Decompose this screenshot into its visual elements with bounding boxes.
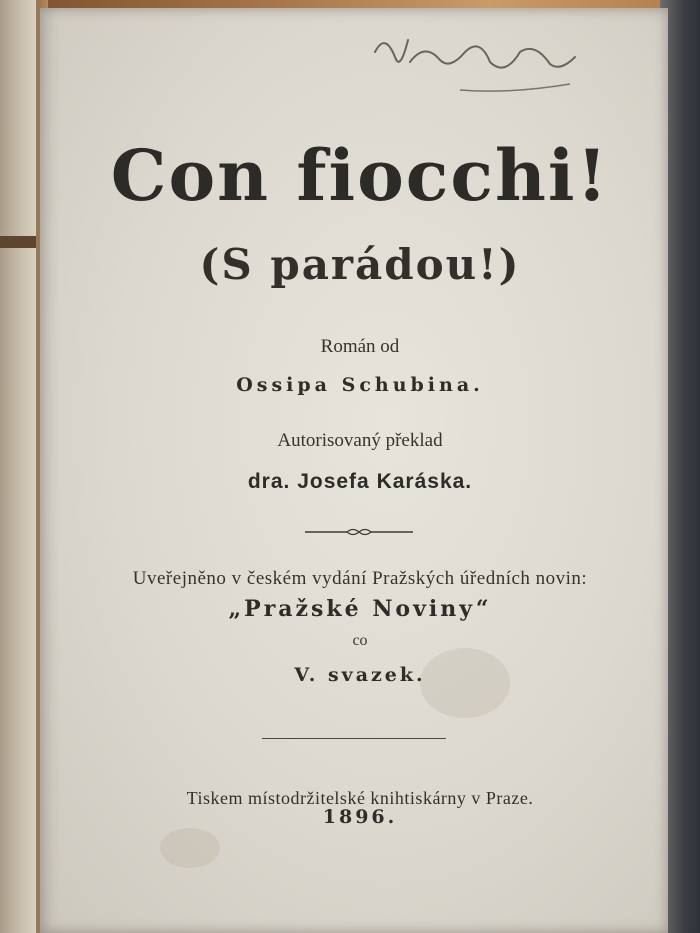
volume-label: V. svazek. bbox=[294, 664, 426, 686]
torn-binding bbox=[0, 236, 36, 248]
novel-by-label: Román od bbox=[320, 336, 400, 357]
newspaper-name: „Pražské Noviny“ bbox=[228, 596, 492, 622]
ornamental-divider bbox=[305, 527, 413, 537]
author-name: Ossipa Schubina. bbox=[236, 374, 484, 396]
handwritten-signature bbox=[370, 22, 600, 102]
translation-note: Autorisovaný překlad bbox=[277, 430, 443, 451]
previous-pages-edge bbox=[0, 0, 37, 933]
translator-name: dra. Josefa Karáska. bbox=[247, 470, 473, 493]
paper-stain bbox=[160, 828, 220, 868]
series-number: co bbox=[352, 632, 368, 649]
publication-year: 1896. bbox=[322, 806, 398, 828]
horizontal-rule bbox=[262, 738, 446, 739]
printer-line: Tiskem místodržitelské knihtiskárny v Praze. bbox=[186, 788, 534, 808]
book-subtitle: (S parádou!) bbox=[199, 240, 521, 289]
book-title: Con fiocchi! bbox=[110, 134, 610, 217]
publication-note: Uveřejněno v českém vydání Pražských úředních novin: bbox=[132, 568, 588, 589]
